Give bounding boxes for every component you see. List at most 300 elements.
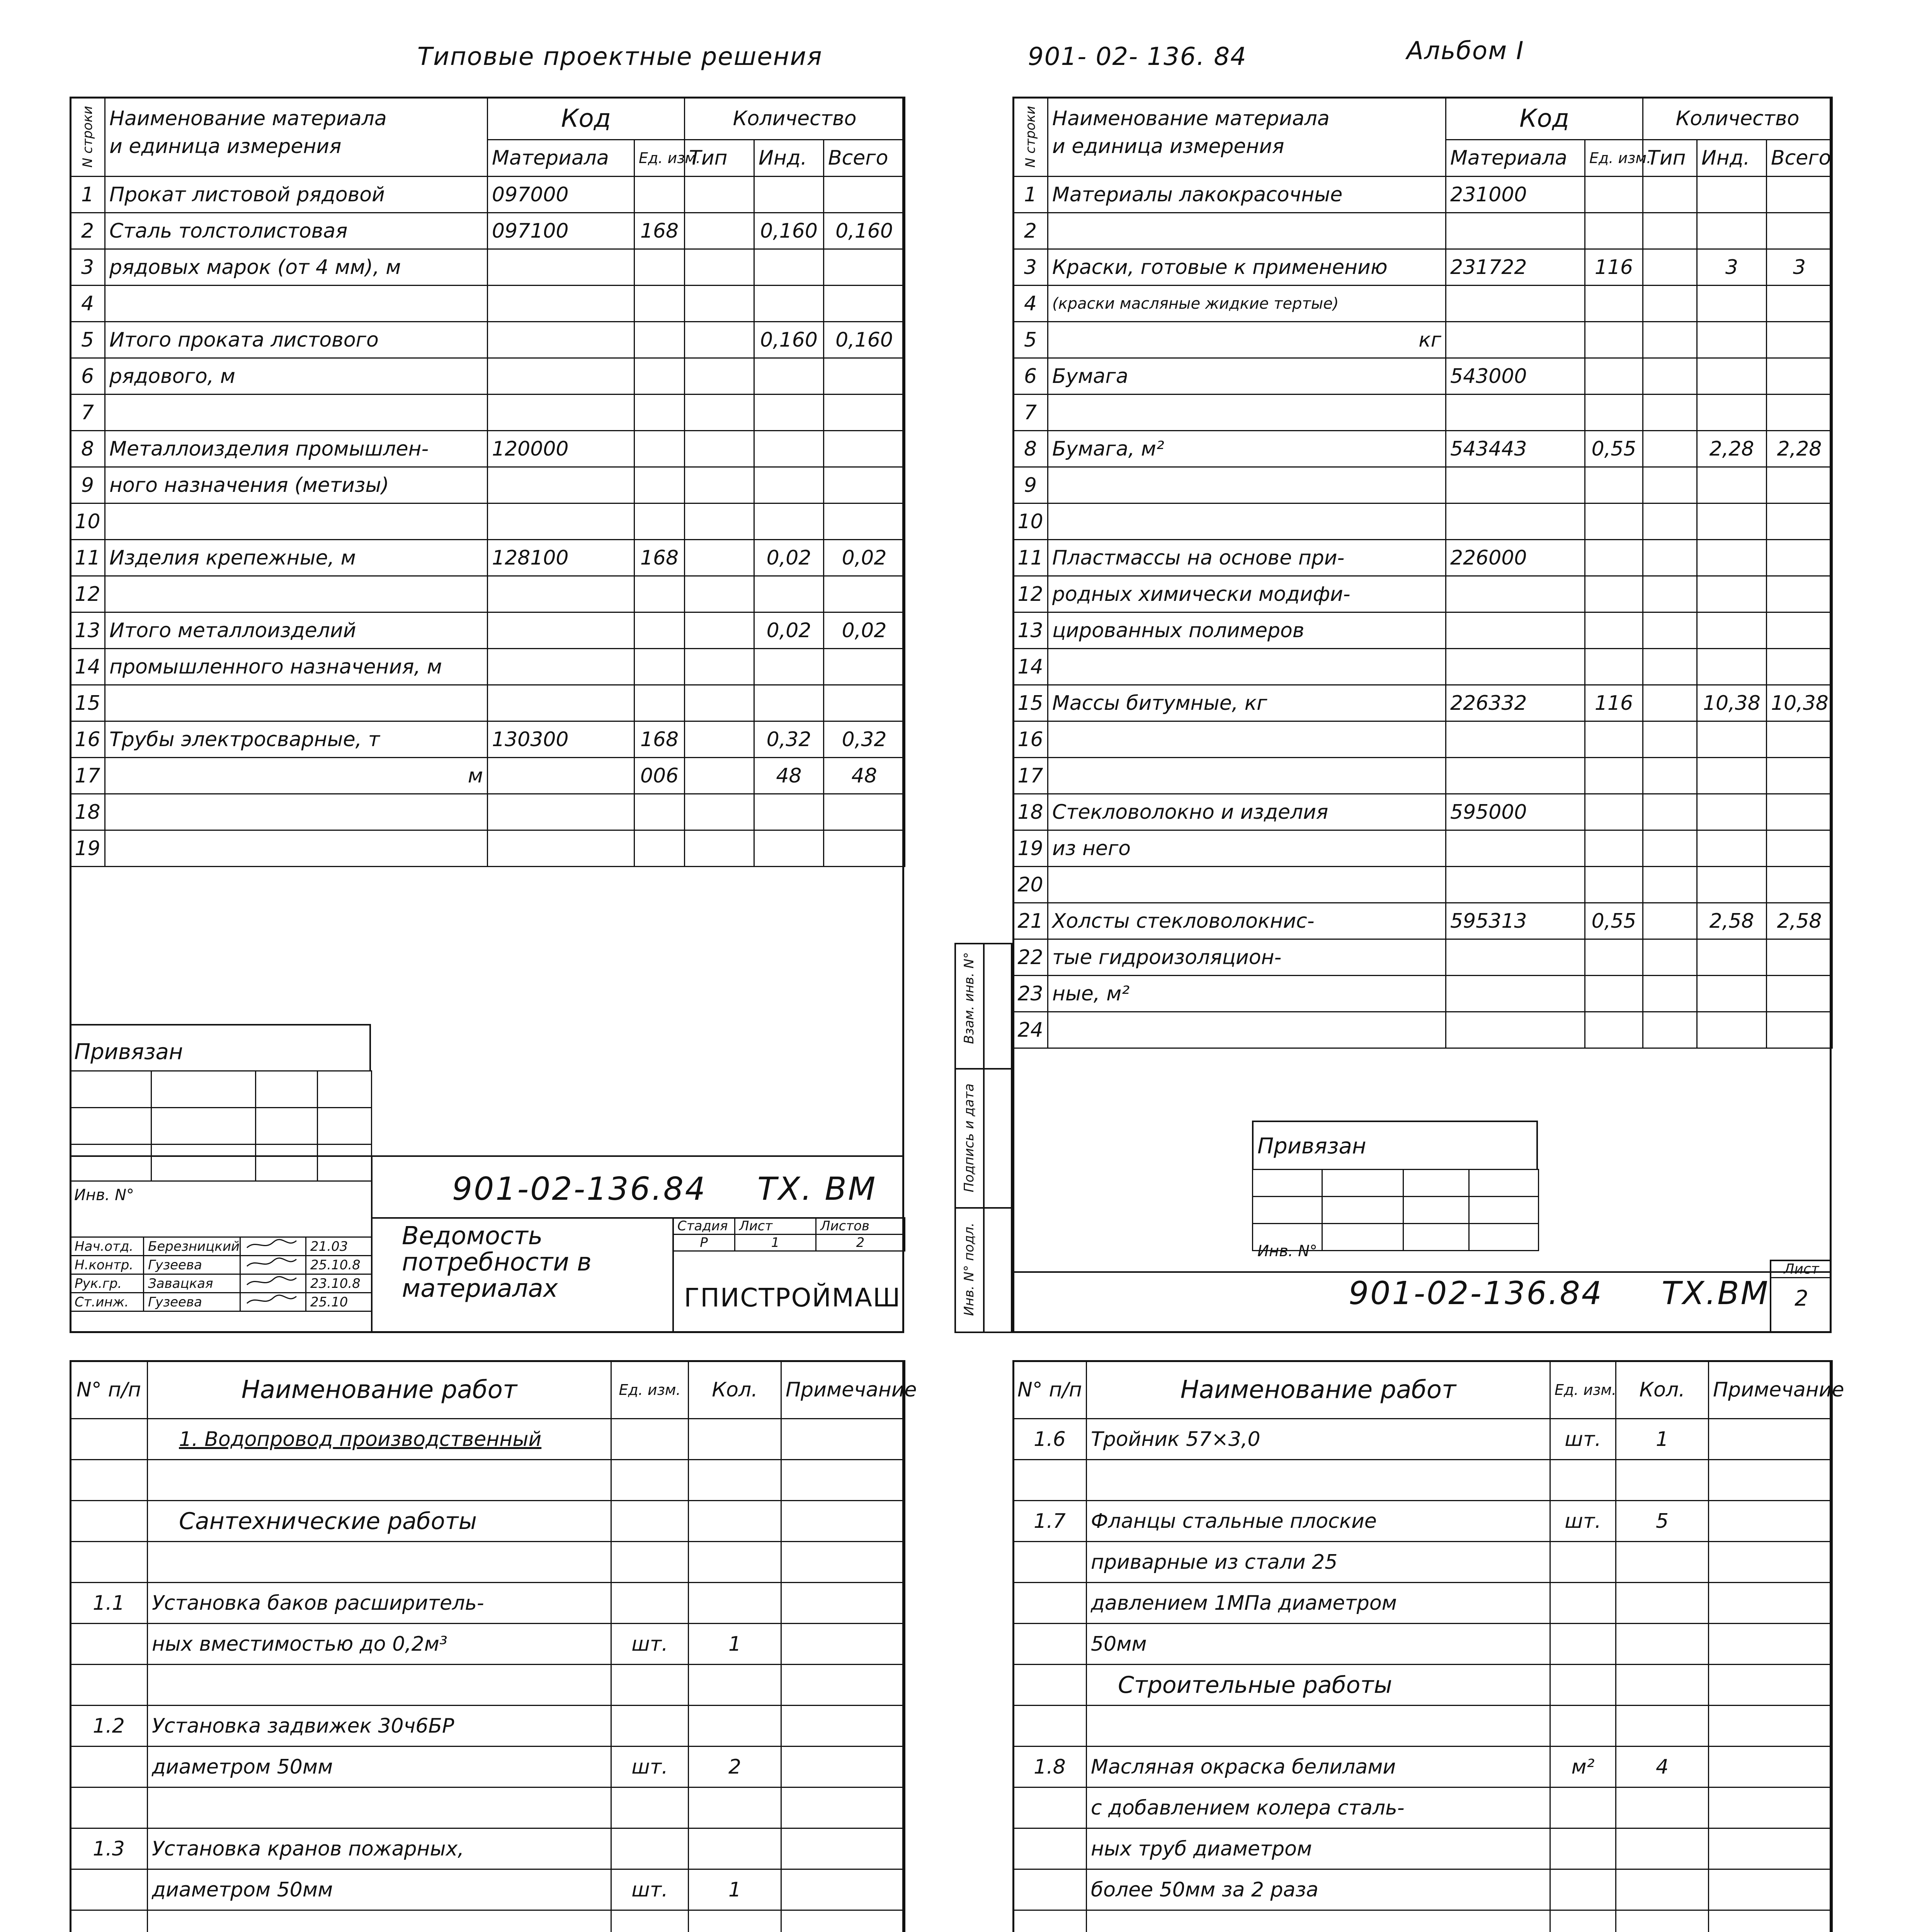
- item-number: [70, 1910, 148, 1932]
- material-code: 097000: [488, 177, 634, 213]
- row-number: 12: [70, 576, 105, 612]
- signer-date: 25.10.8: [306, 1256, 372, 1274]
- row-number: 14: [70, 649, 105, 685]
- work-unit: [611, 1706, 689, 1747]
- qty-ind: [754, 467, 824, 503]
- qty-ind: [754, 177, 824, 213]
- work-note: [781, 1787, 905, 1828]
- qty-typ: [1643, 685, 1697, 721]
- qty-ind: 0,160: [754, 322, 824, 358]
- table-row: [70, 358, 905, 395]
- row-number: 2: [1013, 213, 1048, 249]
- qty-total: [1767, 976, 1832, 1012]
- row-number: 5: [1013, 322, 1048, 358]
- qty-total: [824, 286, 905, 322]
- unit-code: 0,55: [1585, 431, 1643, 467]
- material-name: ные, м²: [1048, 976, 1446, 1012]
- qty-typ: [1643, 794, 1697, 830]
- item-number: [1013, 1910, 1087, 1932]
- material-name: из него: [1048, 830, 1446, 867]
- table-row: [70, 1665, 905, 1706]
- table-row: [1013, 286, 1832, 322]
- material-name: рядовых марок (от 4 мм), м: [105, 249, 488, 286]
- row-number: 8: [70, 431, 105, 467]
- item-number: [1013, 1542, 1087, 1583]
- qty-typ: [1643, 576, 1697, 612]
- works-qty-header: Кол.: [689, 1361, 781, 1419]
- np-header: N° п/п: [1013, 1361, 1087, 1419]
- work-name: [1087, 1910, 1550, 1932]
- qty-ind: [1697, 395, 1767, 431]
- unit-code: [634, 177, 685, 213]
- material-code: [1446, 213, 1585, 249]
- qty-ind: 3: [1697, 249, 1767, 286]
- table-row: [1013, 649, 1832, 685]
- qty-ind: 0,02: [754, 540, 824, 576]
- work-name: 1. Водопровод производственный: [148, 1419, 611, 1460]
- table-row: [70, 576, 905, 612]
- qty-ind: 0,32: [754, 721, 824, 758]
- row-number: 4: [1013, 286, 1048, 322]
- work-qty: [1616, 1910, 1709, 1932]
- qty-ind: [1697, 830, 1767, 867]
- item-number: [1013, 1460, 1087, 1501]
- sheet-2-doc-code: 901-02-136.84: [1349, 1275, 1603, 1312]
- table-row: [1013, 612, 1832, 649]
- table-row: [1013, 1828, 1832, 1869]
- name-header: Наименование материала и единица измерения: [1048, 97, 1446, 177]
- row-number: 20: [1013, 867, 1048, 903]
- material-code: [488, 685, 634, 721]
- code-header: Код: [488, 97, 685, 140]
- work-name: ных вместимостью до 0,2м³: [148, 1624, 611, 1665]
- qty-total: [824, 830, 905, 867]
- qty-total: [824, 503, 905, 540]
- work-qty: [1616, 1665, 1709, 1706]
- unit-code: [634, 358, 685, 395]
- qty-typ: [1643, 503, 1697, 540]
- item-number: 1.1: [70, 1583, 148, 1624]
- table-row: [70, 503, 905, 540]
- unit-code: [634, 322, 685, 358]
- qty-typ: [685, 576, 754, 612]
- work-qty: [1616, 1706, 1709, 1747]
- qty-typ: [1643, 467, 1697, 503]
- material-name: родных химически модифи-: [1048, 576, 1446, 612]
- work-unit: [1550, 1583, 1616, 1624]
- qty-typ: [685, 177, 754, 213]
- qty-ind: [1697, 503, 1767, 540]
- table-row: [70, 1706, 905, 1747]
- qty-typ: [685, 358, 754, 395]
- work-note: [1709, 1583, 1832, 1624]
- unit-code: [1585, 540, 1643, 576]
- material-code: [1446, 939, 1585, 976]
- unit-code: [1585, 1012, 1643, 1048]
- works-unit-header: Ед. изм.: [611, 1361, 689, 1419]
- qty-total: [1767, 939, 1832, 976]
- item-number: [1013, 1624, 1087, 1665]
- table-row: [70, 177, 905, 213]
- unit-code: [634, 431, 685, 467]
- total-header: Всего: [824, 140, 905, 177]
- qty-typ: [685, 794, 754, 830]
- table-row: [70, 1910, 905, 1932]
- qty-total: [1767, 213, 1832, 249]
- table-row: [70, 1828, 905, 1869]
- row-number: 10: [1013, 503, 1048, 540]
- qty-ind: 0,02: [754, 612, 824, 649]
- work-qty: [689, 1787, 781, 1828]
- qty-total: [1767, 540, 1832, 576]
- qty-total: 2,28: [1767, 431, 1832, 467]
- material-name: [1048, 213, 1446, 249]
- work-unit: шт.: [611, 1624, 689, 1665]
- material-code: 231000: [1446, 177, 1585, 213]
- signer-role: Н.контр.: [70, 1256, 144, 1274]
- material-code: [1446, 286, 1585, 322]
- work-note: [1709, 1706, 1832, 1747]
- row-number: 16: [70, 721, 105, 758]
- qty-total: [1767, 758, 1832, 794]
- project-code-header: 901- 02- 136. 84: [1028, 43, 1247, 71]
- qty-ind: [754, 249, 824, 286]
- row-number: 17: [1013, 758, 1048, 794]
- row-number: 1: [1013, 177, 1048, 213]
- material-code: 097100: [488, 213, 634, 249]
- work-qty: [689, 1706, 781, 1747]
- row-number: 2: [70, 213, 105, 249]
- qty-typ: [1643, 213, 1697, 249]
- item-number: [70, 1460, 148, 1501]
- work-name: Сантехнические работы: [148, 1501, 611, 1542]
- table-row: [70, 1501, 905, 1542]
- material-code: [488, 322, 634, 358]
- unit-code: [634, 612, 685, 649]
- qty-ind: 2,28: [1697, 431, 1767, 467]
- material-code: [1446, 758, 1585, 794]
- table-row: [1013, 939, 1832, 976]
- material-name: Металлоизделия промышлен-: [105, 431, 488, 467]
- table-row: [1013, 1501, 1832, 1542]
- row-number: 9: [70, 467, 105, 503]
- unit-code: [634, 685, 685, 721]
- qty-total: 0,160: [824, 322, 905, 358]
- table-row: [70, 1542, 905, 1583]
- work-qty: [1616, 1869, 1709, 1910]
- work-qty: [1616, 1542, 1709, 1583]
- material-code: 120000: [488, 431, 634, 467]
- work-name: Строительные работы: [1087, 1665, 1550, 1706]
- sheet-4-works-table: [1012, 1360, 1844, 1932]
- work-qty: [1616, 1624, 1709, 1665]
- table-row: [1013, 503, 1832, 540]
- row-number: 15: [1013, 685, 1048, 721]
- work-unit: [611, 1501, 689, 1542]
- material-code: [488, 503, 634, 540]
- work-name: Установка кранов пожарных,: [148, 1828, 611, 1869]
- qty-ind: [1697, 286, 1767, 322]
- item-number: [70, 1542, 148, 1583]
- name-header: Наименование материала и единица измерения: [105, 97, 488, 177]
- qty-total: [1767, 177, 1832, 213]
- material-name: [1048, 503, 1446, 540]
- work-name: [1087, 1706, 1550, 1747]
- qty-ind: [754, 286, 824, 322]
- unit-code: [1585, 576, 1643, 612]
- work-qty: 1: [689, 1624, 781, 1665]
- qty-typ: [685, 322, 754, 358]
- work-unit: [611, 1665, 689, 1706]
- work-unit: [1550, 1665, 1616, 1706]
- work-name: диаметром 50мм: [148, 1747, 611, 1787]
- table-row: [1013, 1910, 1832, 1932]
- material-code: [488, 612, 634, 649]
- material-name: Изделия крепежные, м: [105, 540, 488, 576]
- typ-header: Тип: [1643, 140, 1697, 177]
- table-row: [1013, 576, 1832, 612]
- code-header: Код: [1446, 97, 1643, 140]
- qty-typ: [1643, 322, 1697, 358]
- works-name-header: Наименование работ: [1087, 1361, 1550, 1419]
- row-number: 17: [70, 758, 105, 794]
- unit-code: [634, 395, 685, 431]
- sheet-1-mark: ТХ. ВМ: [757, 1171, 877, 1208]
- material-code: [488, 467, 634, 503]
- work-name: более 50мм за 2 раза: [1087, 1869, 1550, 1910]
- material-code: [1446, 976, 1585, 1012]
- table-row: [1013, 1869, 1832, 1910]
- work-name: 50мм: [1087, 1624, 1550, 1665]
- table-row: [1013, 1665, 1832, 1706]
- work-qty: [1616, 1787, 1709, 1828]
- material-code: [1446, 503, 1585, 540]
- work-note: [781, 1869, 905, 1910]
- material-name: [1048, 867, 1446, 903]
- sheet-2-materials-table: [1012, 97, 1833, 1049]
- qty-ind: [754, 794, 824, 830]
- sheet-2-list-box: Лист 2: [1770, 1260, 1832, 1333]
- item-number: 1.8: [1013, 1747, 1087, 1787]
- qty-total: [1767, 503, 1832, 540]
- qty-typ: [685, 612, 754, 649]
- work-unit: [611, 1828, 689, 1869]
- row-number: 4: [70, 286, 105, 322]
- qty-total: [1767, 794, 1832, 830]
- qty-ind: [1697, 976, 1767, 1012]
- sheet-3-works-table: [70, 1360, 917, 1932]
- qty-total: [1767, 649, 1832, 685]
- signer-role: Рук.гр.: [70, 1274, 144, 1293]
- item-number: [70, 1787, 148, 1828]
- unit-code: 168: [634, 213, 685, 249]
- material-code: [1446, 467, 1585, 503]
- signature: [240, 1293, 306, 1311]
- unit-code: [1585, 213, 1643, 249]
- qty-typ: [685, 503, 754, 540]
- work-note: [781, 1910, 905, 1932]
- qty-total: [824, 358, 905, 395]
- work-name: [148, 1910, 611, 1932]
- material-name: [105, 685, 488, 721]
- unit-code: [1585, 649, 1643, 685]
- material-code: [1446, 867, 1585, 903]
- work-unit: [1550, 1828, 1616, 1869]
- material-name: промышленного назначения, м: [105, 649, 488, 685]
- works-note-header: Примечание: [781, 1361, 905, 1419]
- material-code: 128100: [488, 540, 634, 576]
- work-note: [781, 1747, 905, 1787]
- qty-total: 0,32: [824, 721, 905, 758]
- np-header: N° п/п: [70, 1361, 148, 1419]
- item-number: [70, 1747, 148, 1787]
- table-row: [70, 830, 905, 867]
- work-note: [1709, 1501, 1832, 1542]
- code-material-header: Материала: [1446, 140, 1585, 177]
- work-qty: [1616, 1828, 1709, 1869]
- row-number: 19: [70, 830, 105, 867]
- work-name: [148, 1787, 611, 1828]
- qty-typ: [685, 830, 754, 867]
- work-note: [781, 1828, 905, 1869]
- work-note: [781, 1501, 905, 1542]
- table-row: [1013, 1583, 1832, 1624]
- qty-typ: [1643, 830, 1697, 867]
- signer-row: [70, 1293, 372, 1311]
- material-code: [488, 649, 634, 685]
- work-note: [781, 1665, 905, 1706]
- material-name: Итого проката листового: [105, 322, 488, 358]
- qty-total: [1767, 358, 1832, 395]
- qty-total: 3: [1767, 249, 1832, 286]
- unit-code: [634, 503, 685, 540]
- item-number: [1013, 1665, 1087, 1706]
- work-note: [781, 1624, 905, 1665]
- row-number: 1: [70, 177, 105, 213]
- work-note: [1709, 1665, 1832, 1706]
- qty-typ: [1643, 286, 1697, 322]
- qty-ind: [1697, 612, 1767, 649]
- privyazan-label: Привязан: [74, 1039, 183, 1065]
- signer-name: Гузеева: [144, 1293, 240, 1311]
- unit-code: [1585, 867, 1643, 903]
- unit-code: [1585, 177, 1643, 213]
- work-qty: 1: [1616, 1419, 1709, 1460]
- material-name: [1048, 467, 1446, 503]
- qty-ind: 0,160: [754, 213, 824, 249]
- material-name: Сталь толстолистовая: [105, 213, 488, 249]
- qty-total: [824, 431, 905, 467]
- unit-code: 168: [634, 721, 685, 758]
- row-number: 11: [1013, 540, 1048, 576]
- work-name: Установка баков расширитель-: [148, 1583, 611, 1624]
- table-row: [70, 1624, 905, 1665]
- table-row: [1013, 685, 1832, 721]
- material-code: [1446, 721, 1585, 758]
- qty-total: [824, 649, 905, 685]
- row-number: 7: [1013, 395, 1048, 431]
- unit-code: [634, 649, 685, 685]
- inv-label: Инв. N°: [74, 1186, 134, 1204]
- work-note: [781, 1706, 905, 1747]
- item-number: [1013, 1869, 1087, 1910]
- table-row: [1013, 1747, 1832, 1787]
- table-row: [70, 286, 905, 322]
- qty-total: [824, 467, 905, 503]
- sheet-1-doc-code: 901-02-136.84: [452, 1171, 707, 1208]
- qty-total: [824, 576, 905, 612]
- work-note: [781, 1542, 905, 1583]
- material-name: кг: [1048, 322, 1446, 358]
- work-note: [1709, 1542, 1832, 1583]
- work-unit: [611, 1542, 689, 1583]
- unit-header: Ед. изм.: [1585, 140, 1643, 177]
- table-row: [70, 794, 905, 830]
- table-row: [1013, 867, 1832, 903]
- work-note: [1709, 1747, 1832, 1787]
- qty-total: 10,38: [1767, 685, 1832, 721]
- work-note: [1709, 1787, 1832, 1828]
- signer-name: Березницкий: [144, 1237, 240, 1256]
- unit-code: [634, 249, 685, 286]
- material-code: [488, 794, 634, 830]
- material-name: м: [105, 758, 488, 794]
- work-note: [1709, 1460, 1832, 1501]
- material-code: [1446, 576, 1585, 612]
- unit-header: Ед. изм.: [634, 140, 685, 177]
- qty-typ: [685, 540, 754, 576]
- signer-name: Гузеева: [144, 1256, 240, 1274]
- qty-typ: [1643, 395, 1697, 431]
- work-qty: [689, 1419, 781, 1460]
- signature: [240, 1256, 306, 1274]
- material-name: рядового, м: [105, 358, 488, 395]
- table-row: [1013, 794, 1832, 830]
- qty-total: [1767, 1012, 1832, 1048]
- work-name: с добавлением колера сталь-: [1087, 1787, 1550, 1828]
- unit-code: [634, 286, 685, 322]
- qty-typ: [685, 467, 754, 503]
- material-code: [488, 286, 634, 322]
- qty-total: [1767, 721, 1832, 758]
- material-name: [1048, 1012, 1446, 1048]
- work-unit: [1550, 1706, 1616, 1747]
- unit-code: [1585, 358, 1643, 395]
- unit-code: [1585, 467, 1643, 503]
- unit-code: [1585, 721, 1643, 758]
- material-code: [488, 758, 634, 794]
- material-name: Прокат листовой рядовой: [105, 177, 488, 213]
- work-unit: шт.: [611, 1747, 689, 1787]
- work-note: [1709, 1869, 1832, 1910]
- signer-role: Нач.отд.: [70, 1237, 144, 1256]
- qty-total: [824, 685, 905, 721]
- table-row: [1013, 249, 1832, 286]
- sheet-1-stage-table: Стадия Лист Листов Р 1 2: [672, 1217, 905, 1252]
- qty-total: 0,02: [824, 540, 905, 576]
- signer-name: Завацкая: [144, 1274, 240, 1293]
- table-row: [1013, 395, 1832, 431]
- qty-typ: [1643, 867, 1697, 903]
- unit-code: [1585, 794, 1643, 830]
- unit-code: [1585, 976, 1643, 1012]
- item-number: 1.6: [1013, 1419, 1087, 1460]
- table-row: [70, 758, 905, 794]
- qty-typ: [685, 395, 754, 431]
- work-unit: [611, 1583, 689, 1624]
- work-name: диаметром 50мм: [148, 1869, 611, 1910]
- table-row: [70, 612, 905, 649]
